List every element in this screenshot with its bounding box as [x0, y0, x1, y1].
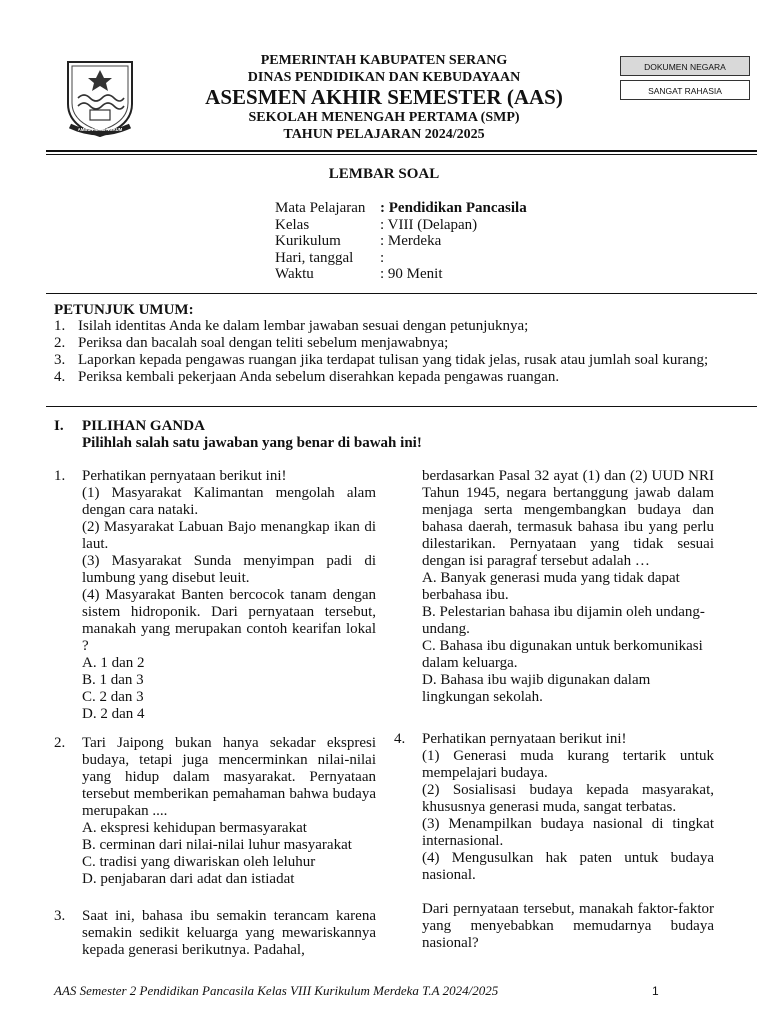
- info-value: : 90 Menit: [380, 266, 443, 283]
- question-stem: Tari Jaipong bukan hanya sekadar ekspresi budaya, tetapi juga mencerminkan nilai-nilai yang hidup dalam masyarakat. Pernyataan tersebut memberikan pemahaman bahwa budaya merupakan ....: [82, 735, 376, 819]
- svg-text:AMBUN NAMI NGRUM: AMBUN NAMI NGRUM: [77, 127, 123, 132]
- header-divider-thick: [46, 150, 757, 152]
- question-stem: berdasarkan Pasal 32 ayat (1) dan (2) UUD NRI Tahun 1945, negara bertanggung jawab dalam menjaga serta mengembangkan budaya dan bahasa daerah, termasuk bahasa ibu yang perlu dilestarikan. Pernyataan yang tidak sesuai dengan isi paragraf tersebut adalah …: [422, 468, 714, 569]
- section-number: I.: [54, 418, 64, 434]
- question-body: [82, 735, 376, 888]
- option-b: B. Pelestarian bahasa ibu dijamin oleh undang-undang.: [422, 604, 705, 637]
- section-instruction: Pilihlah salah satu jawaban yang benar di bawah ini!: [82, 435, 422, 451]
- item-text: Periksa kembali pekerjaan Anda sebelum diserahkan kepada pengawas ruangan.: [78, 369, 560, 385]
- list-item: [54, 369, 714, 386]
- info-key: Mata Pelajaran: [275, 200, 366, 216]
- info-key: Kelas: [275, 216, 310, 233]
- info-row: [275, 266, 527, 283]
- list-item: [54, 318, 714, 335]
- instructions-list: [54, 318, 714, 386]
- item-text: Periksa dan bacalah soal dengan teliti sebelum menjawabnya;: [78, 335, 449, 351]
- option-d: D. 2 dan 4: [82, 706, 145, 722]
- info-value: : Pendidikan Pancasila: [380, 200, 527, 216]
- item-text: Laporkan kepada pengawas ruangan jika terdapat tulisan yang tidak jelas, rusak atau jumlah soal kurang;: [78, 352, 709, 368]
- info-row: [275, 200, 527, 217]
- question-stem: Saat ini, bahasa ibu semakin terancam karena semakin sedikit keluarga yang mewariskannya kepada generasi berikutnya. Padahal,: [82, 908, 376, 958]
- info-key: Hari, tanggal: [275, 249, 354, 266]
- page-number: 1: [652, 984, 659, 998]
- regency-logo: [60, 56, 140, 140]
- statement: (2) Masyarakat Labuan Bajo menangkap ikan di laut.: [82, 519, 376, 552]
- instructions-divider: [46, 406, 757, 407]
- question-intro: Perhatikan pernyataan berikut ini!: [422, 731, 627, 747]
- question-stem: Dari pernyataan tersebut, manakah faktor-faktor yang menyebabkan memudarnya budaya nasional?: [422, 901, 714, 951]
- option-b: B. 1 dan 3: [82, 672, 144, 688]
- statement: (3) Masyarakat Sunda menyimpan padi di lumbung yang disebut leuit.: [82, 553, 376, 586]
- question-number: 4.: [394, 731, 406, 747]
- gov-name: PEMERINTAH KABUPATEN SERANG: [260, 53, 508, 68]
- option-a: A. ekspresi kehidupan bermasyarakat: [82, 820, 307, 836]
- option-d: D. Bahasa ibu wajib digunakan dalam lingkungan sekolah.: [422, 672, 651, 705]
- info-key: Kurikulum: [275, 233, 341, 250]
- question-body: [422, 731, 714, 952]
- option-a: A. 1 dan 2: [82, 655, 145, 671]
- info-row: [275, 217, 527, 234]
- option-c: C. tradisi yang diwariskan oleh leluhur: [82, 854, 316, 870]
- question-number: 2.: [54, 735, 66, 751]
- exam-info-table: [275, 200, 527, 283]
- question-body: [82, 908, 376, 959]
- statement: (1) Generasi muda kurang tertarik untuk mempelajari budaya.: [422, 748, 714, 781]
- info-value: : Merdeka: [380, 233, 442, 250]
- instructions-title: PETUNJUK UMUM:: [54, 302, 194, 318]
- option-b: B. cerminan dari nilai-nilai luhur masyarakat: [82, 837, 352, 853]
- list-item: [54, 352, 714, 369]
- info-value: : VIII (Delapan): [380, 216, 478, 233]
- document-class-stamp: DOKUMEN NEGARA: [620, 56, 750, 76]
- statement: (4) Masyarakat Banten bercocok tanam dengan sistem hidroponik. Dari pernyataan tersebut, manakah yang merupakan contoh kearifan lokal ?: [82, 587, 376, 654]
- option-d: D. penjabaran dari adat dan istiadat: [82, 871, 295, 887]
- info-divider: [46, 293, 757, 294]
- office-name: DINAS PENDIDIKAN DAN KEBUDAYAAN: [247, 70, 521, 85]
- doc-title: LEMBAR SOAL: [328, 166, 440, 182]
- question-3-continued: [422, 468, 714, 706]
- school-year: TAHUN PELAJARAN 2024/2025: [283, 127, 485, 142]
- option-c: C. Bahasa ibu digunakan untuk berkomunikasi dalam keluarga.: [422, 638, 703, 671]
- question-number: 1.: [54, 468, 66, 484]
- exam-title: ASESMEN AKHIR SEMESTER (AAS): [205, 85, 563, 109]
- info-key: Waktu: [275, 266, 314, 283]
- item-text: Isilah identitas Anda ke dalam lembar jawaban sesuai dengan petunjuknya;: [78, 318, 529, 334]
- item-number: 1.: [54, 318, 66, 334]
- option-c: C. 2 dan 3: [82, 689, 144, 705]
- statement: (4) Mengusulkan hak paten untuk budaya nasional.: [422, 850, 714, 883]
- statement: (2) Sosialisasi budaya kepada masyarakat, khususnya generasi muda, sangat terbatas.: [422, 782, 714, 815]
- question-body: [82, 468, 376, 723]
- list-item: [54, 335, 714, 352]
- secrecy-stamp: SANGAT RAHASIA: [620, 80, 750, 100]
- question-intro: Perhatikan pernyataan berikut ini!: [82, 468, 287, 484]
- school-level: SEKOLAH MENENGAH PERTAMA (SMP): [248, 110, 520, 125]
- question-number: 3.: [54, 908, 66, 924]
- info-value: :: [380, 249, 385, 266]
- item-number: 2.: [54, 335, 66, 351]
- item-number: 3.: [54, 352, 66, 368]
- section-title: PILIHAN GANDA: [82, 418, 205, 434]
- item-number: 4.: [54, 369, 66, 385]
- statement: (3) Menampilkan budaya nasional di tingkat internasional.: [422, 816, 714, 849]
- info-row: [275, 233, 527, 250]
- option-a: A. Banyak generasi muda yang tidak dapat berbahasa ibu.: [422, 570, 680, 603]
- header-divider-thin: [46, 154, 757, 155]
- page-footer: AAS Semester 2 Pendidikan Pancasila Kelas VIII Kurikulum Merdeka T.A 2024/2025: [54, 983, 499, 998]
- spacer: [422, 884, 714, 901]
- letterhead: [150, 52, 618, 143]
- statement: (1) Masyarakat Kalimantan mengolah alam dengan cara nataki.: [82, 485, 376, 518]
- info-row: [275, 250, 527, 267]
